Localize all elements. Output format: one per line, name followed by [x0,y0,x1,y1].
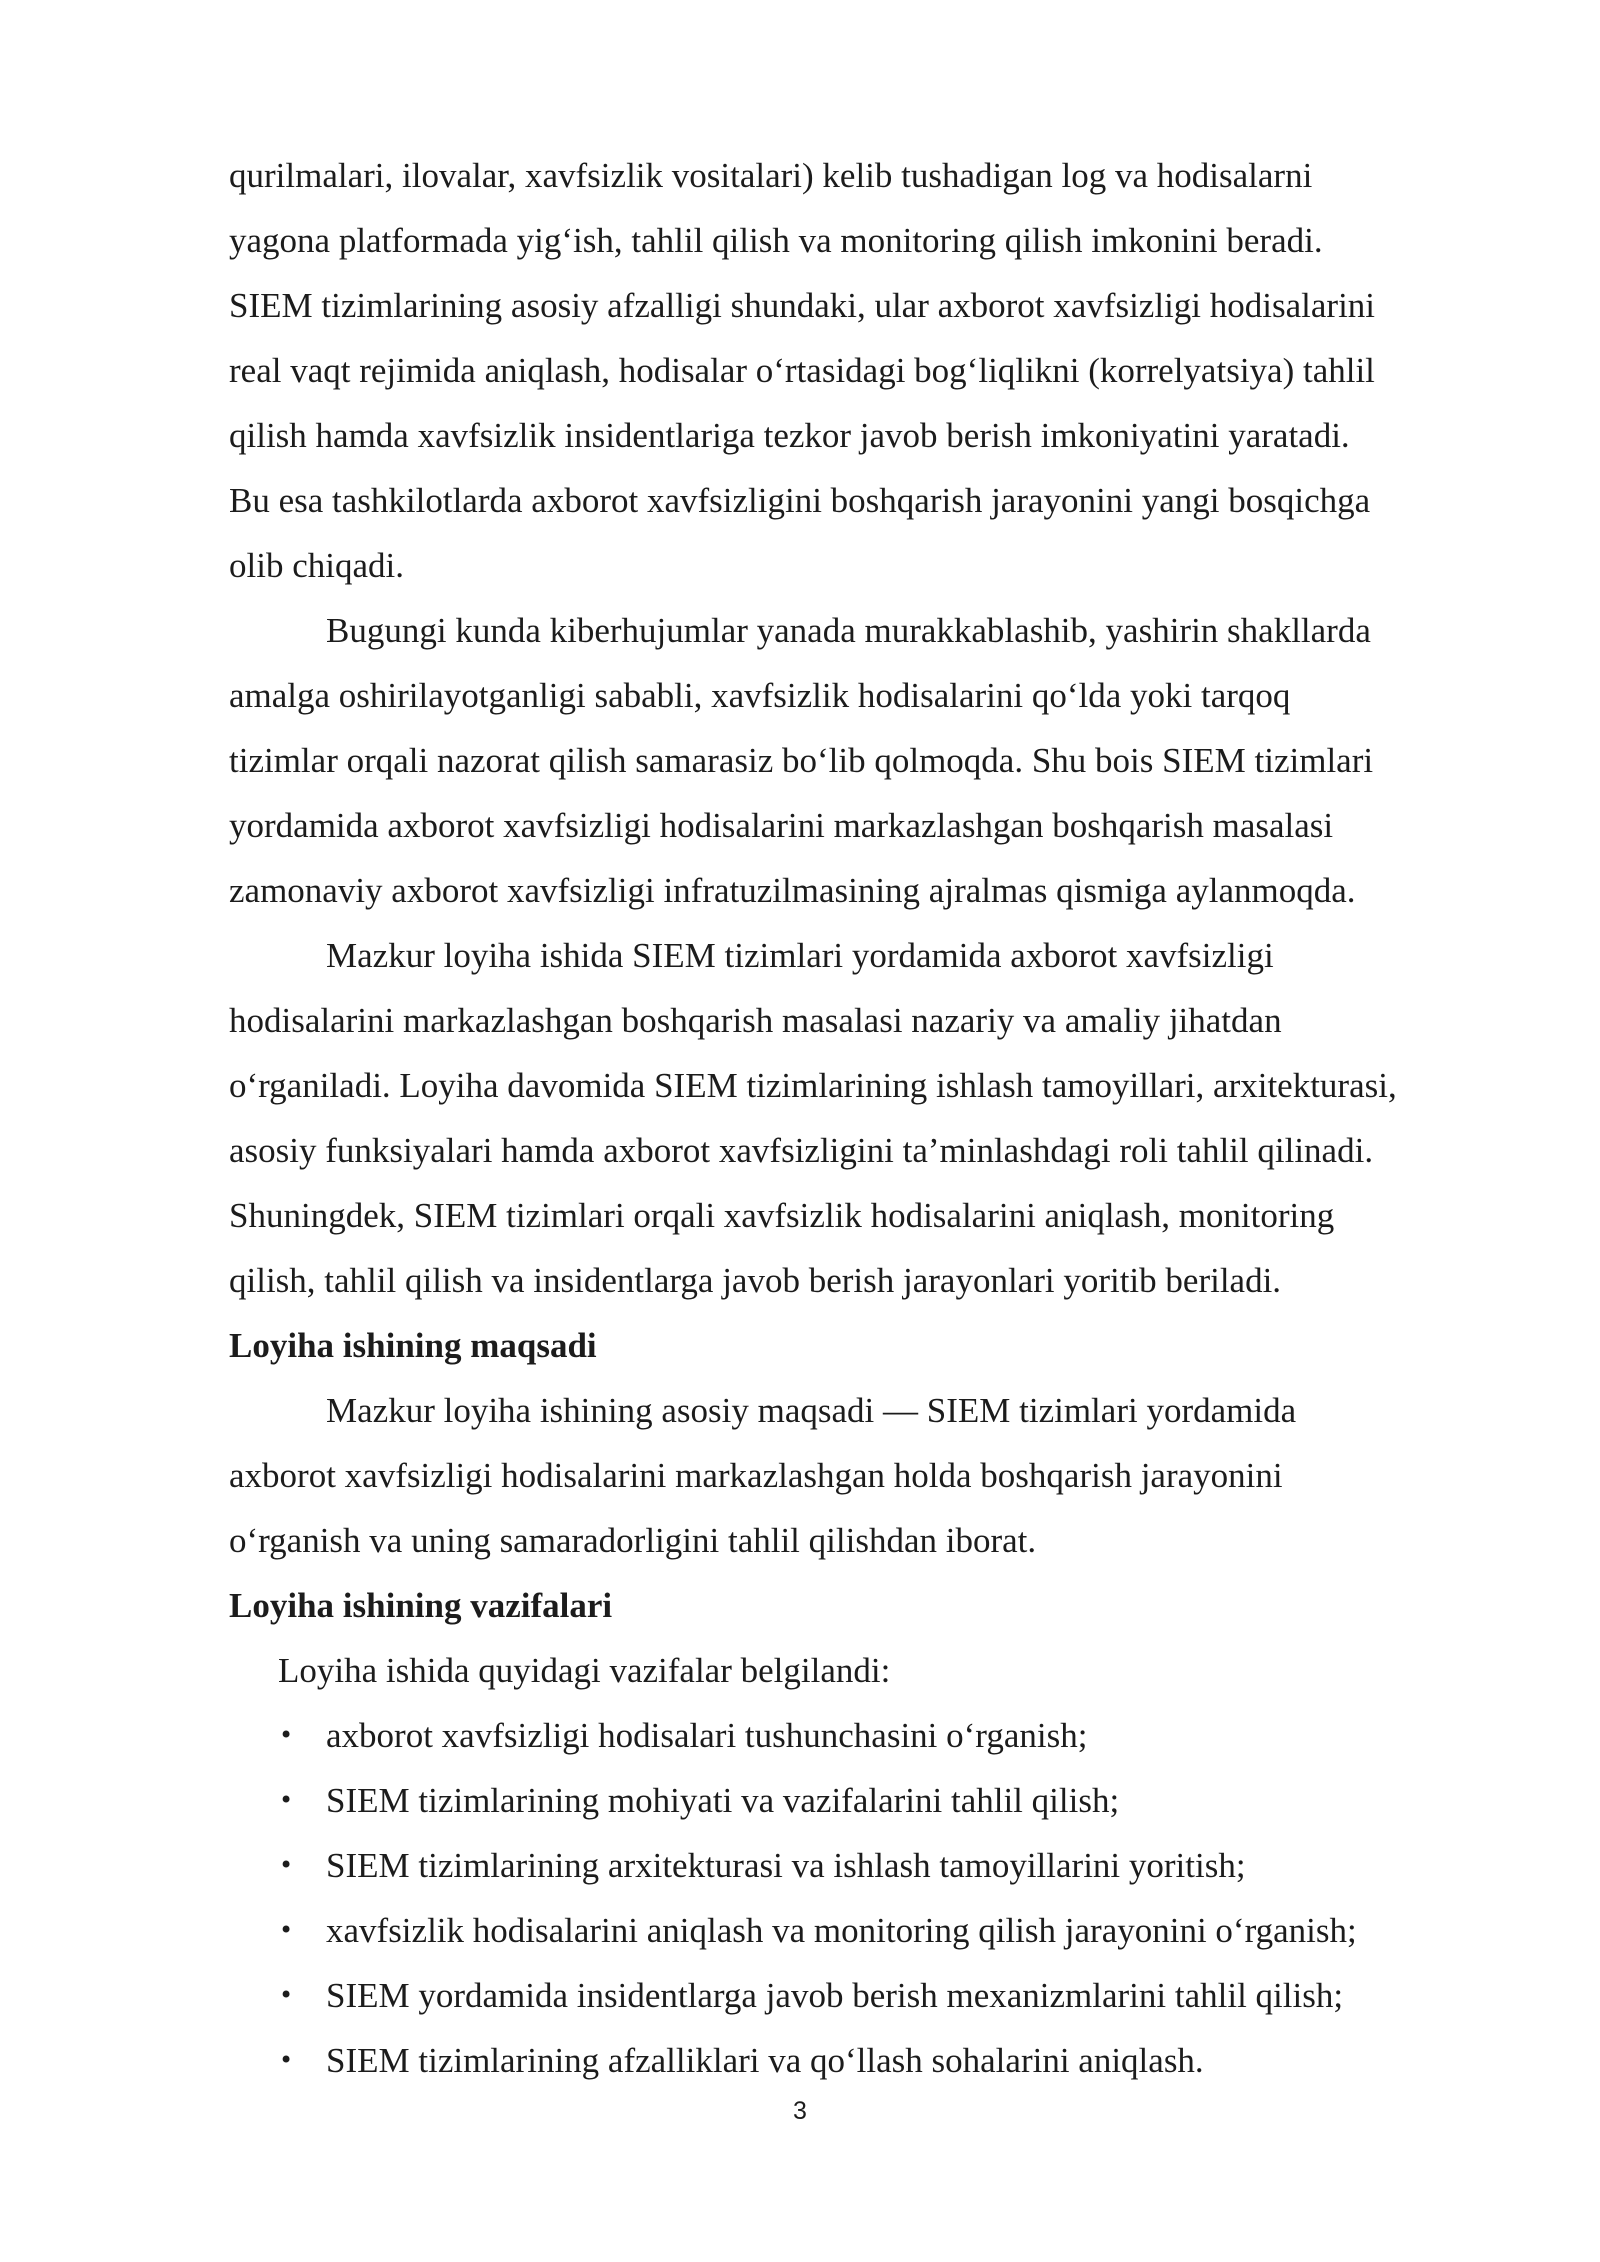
text-line: qilish, tahlil qilish va insidentlarga javob berish jarayonlari yoritib beriladi. [229,1261,1282,1300]
list-item [229,1703,1519,1768]
text-line: SIEM tizimlarining asosiy afzalligi shundaki, ular axborot xavfsizligi hodisalarini [229,286,1376,325]
list-item [229,1833,1519,1898]
text-line: Shuningdek, SIEM tizimlari orqali xavfsizlik hodisalarini aniqlash, monitoring [229,1196,1335,1235]
section-heading-goal: Loyiha ishining maqsadi [229,1326,597,1365]
text-line: yagona platformada yig‘ish, tahlil qilish va monitoring qilish imkonini beradi. [229,221,1323,260]
text-line: Bu esa tashkilotlarda axborot xavfsizligini boshqarish jarayonini yangi bosqichga [229,481,1371,520]
list-item-text: xavfsizlik hodisalarini aniqlash va monitoring qilish jarayonini o‘rganish; [326,1911,1357,1950]
list-item [229,1768,1519,1833]
text-line: qilish hamda xavfsizlik insidentlariga tezkor javob berish imkoniyatini yaratadi. [229,416,1350,455]
section-heading-tasks: Loyiha ishining vazifalari [229,1586,613,1625]
text-line: asosiy funksiyalari hamda axborot xavfsizligini ta’minlashdagi roli tahlil qilinadi. [229,1131,1374,1170]
text-line: o‘rganiladi. Loyiha davomida SIEM tizimlarining ishlash tamoyillari, arxitekturasi, [229,1066,1397,1105]
paragraph-project-scope [229,923,1519,1313]
tasks-list [229,1703,1519,2093]
list-item-text: axborot xavfsizligi hodisalari tushunchasini o‘rganish; [326,1716,1088,1755]
text-line: o‘rganish va uning samaradorligini tahlil qilishdan iborat. [229,1521,1037,1560]
bullet-icon: • [279,1981,294,2009]
text-line: amalga oshirilayotganligi sababli, xavfsizlik hodisalarini qo‘lda yoki tarqoq [229,676,1291,715]
bullet-icon: • [279,1721,294,1749]
text-line: qurilmalari, ilovalar, xavfsizlik vositalari) kelib tushadigan log va hodisalarni [229,156,1313,195]
bullet-icon: • [279,2046,294,2074]
text-line: olib chiqadi. [229,546,404,585]
text-line: Bugungi kunda kiberhujumlar yanada murakkablashib, yashirin shakllarda [326,611,1371,650]
text-line: axborot xavfsizligi hodisalarini markazlashgan holda boshqarish jarayonini [229,1456,1283,1495]
text-line: zamonaviy axborot xavfsizligi infratuzilmasining ajralmas qismiga aylanmoqda. [229,871,1356,910]
paragraph-goal [229,1378,1519,1573]
list-item-text: SIEM tizimlarining afzalliklari va qo‘llash sohalarini aniqlash. [326,2041,1204,2080]
text-line: yordamida axborot xavfsizligi hodisalarini markazlashgan boshqarish masalasi [229,806,1334,845]
list-item [229,2028,1519,2093]
paragraph-cyberattacks [229,598,1519,923]
text-line: tizimlar orqali nazorat qilish samarasiz bo‘lib qolmoqda. Shu bois SIEM tizimlari [229,741,1374,780]
tasks-intro: Loyiha ishida quyidagi vazifalar belgilandi: [278,1651,891,1690]
page-number: 3 [793,2097,807,2125]
bullet-icon: • [279,1916,294,1944]
page-body [229,143,1519,2093]
bullet-icon: • [279,1786,294,1814]
text-line: real vaqt rejimida aniqlash, hodisalar o‘rtasidagi bog‘liqlikni (korrelyatsiya) tahlil [229,351,1375,390]
list-item-text: SIEM tizimlarining mohiyati va vazifalarini tahlil qilish; [326,1781,1120,1820]
list-item-text: SIEM tizimlarining arxitekturasi va ishlash tamoyillarini yoritish; [326,1846,1246,1885]
text-line: Mazkur loyiha ishida SIEM tizimlari yordamida axborot xavfsizligi [326,936,1274,975]
list-item [229,1898,1519,1963]
text-line: hodisalarini markazlashgan boshqarish masalasi nazariy va amaliy jihatdan [229,1001,1282,1040]
paragraph-intro-continued [229,143,1519,598]
bullet-icon: • [279,1851,294,1879]
list-item-text: SIEM yordamida insidentlarga javob berish mexanizmlarini tahlil qilish; [326,1976,1344,2015]
list-item [229,1963,1519,2028]
text-line: Mazkur loyiha ishining asosiy maqsadi — SIEM tizimlari yordamida [326,1391,1297,1430]
